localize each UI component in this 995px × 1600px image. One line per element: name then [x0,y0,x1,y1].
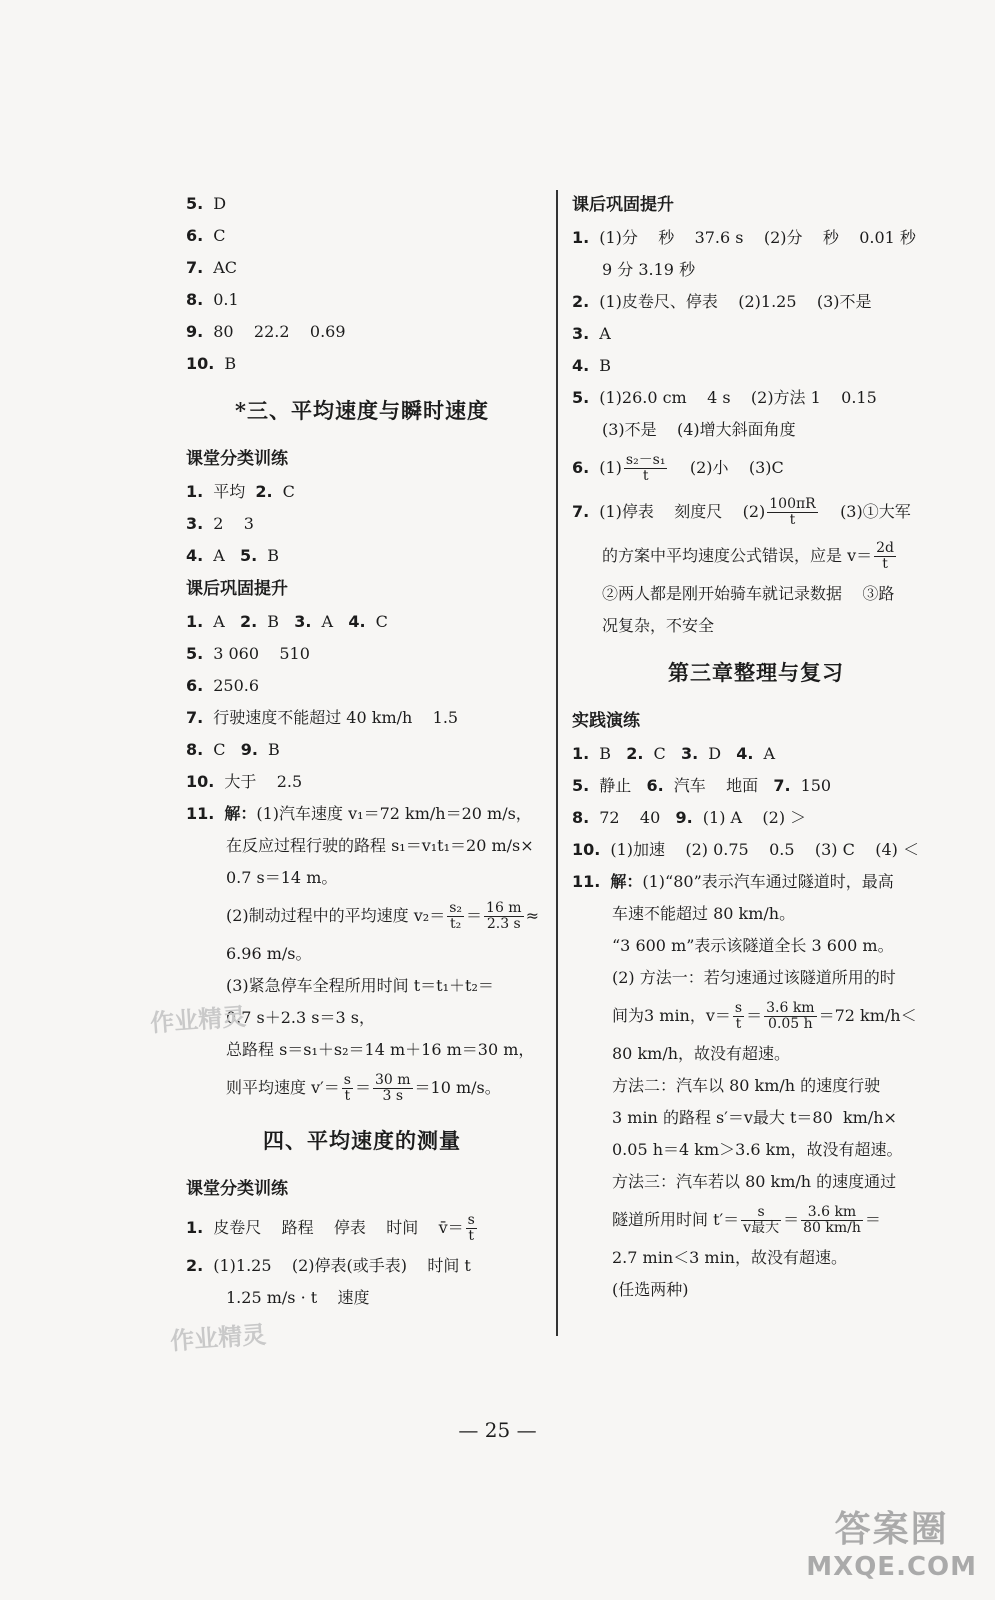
answer-line: (3)紧急停车全程所用时间 t＝t₁＋t₂＝ [226,976,494,995]
answer-line: 3 min 的路程 s′＝v最大 t＝80 km/h× [612,1108,897,1127]
answer-line: 1. A 2. B 3. A 4. C [186,612,388,631]
page-number: — 25 — [458,1418,537,1442]
answer-line: (3)不是 (4)增大斜面角度 [602,420,796,439]
answer-line: 80 km/h，故没有超速。 [612,1044,791,1063]
answer-line: 0.05 h＝4 km＞3.6 km，故没有超速。 [612,1140,903,1159]
answer-line: 8. 72 40 9. (1) A (2) ＞ [572,808,807,827]
fraction: $\frac{s}{t}$ [734,1000,743,1032]
answer-line: 4. B [572,356,611,375]
answer-line: (2) 方法一：若匀速通过该隧道所用的时 [612,968,896,987]
answer-line: 2. (1)皮卷尺、停表 (2)1.25 (3)不是 [572,292,872,311]
fraction: $\frac{2d}{t}$ [876,540,895,572]
watermark-faint: 作业精灵 [169,1320,268,1356]
answer-line: 6. C [186,226,226,245]
answer-line: 7. AC [186,258,238,277]
fraction: $\frac{3.6 km}{0.05 h}$ [766,1000,815,1032]
answer-line: 车速不能超过 80 km/h。 [612,904,796,923]
answer-line: 则平均速度 v′＝ $\frac{s}{t}$ ＝ $\frac{30 m}{3 s}$ ＝10 m/s。 [226,1072,501,1104]
answer-line: 3. A [572,324,611,343]
answer-line: “3 600 m”表示该隧道全长 3 600 m。 [612,936,894,955]
answer-line: 5. D [186,194,227,213]
section-heading: 第三章整理与复习 [668,660,844,685]
answer-line: 11. 解：(1)汽车速度 v₁＝72 km/h＝20 m/s， [186,804,532,823]
answer-line: 6. (1) $\frac{\text{s₂－s₁}}{t}$ (2)小 (3)C [572,452,784,484]
fraction: $\frac{s}{\text{v最大}}$ [743,1204,780,1236]
answer-line: 5. 静止 6. 汽车 地面 7. 150 [572,776,832,795]
answer-line: 2. (1)1.25 (2)停表(或手表) 时间 t [186,1256,471,1275]
answer-line: 8. 0.1 [186,290,239,309]
answer-line: ②两人都是刚开始骑车就记录数据 ③路 [602,584,895,603]
answer-line: 1. 皮卷尺 路程 停表 时间 v̄＝ $\frac{s}{t}$ [186,1212,475,1244]
subsection-title: 课后巩固提升 [186,579,288,599]
answer-line: 11. 解：(1)“80”表示汽车通过隧道时，最高 [572,872,894,891]
answer-line: (任选两种) [612,1280,689,1299]
left-column [186,188,538,1314]
subsection-title: 课堂分类训练 [186,1179,288,1199]
answer-line: 7. 行驶速度不能超过 40 km/h 1.5 [186,708,459,727]
answer-line: 1. B 2. C 3. D 4. A [572,744,776,763]
watermark-url: MXQE.COM [806,1552,977,1582]
subsection-title: 实践演练 [572,711,640,731]
answer-line: 总路程 s＝s₁＋s₂＝14 m＋16 m＝30 m， [226,1040,535,1059]
watermark-title: 答案圈 [834,1509,949,1550]
answer-line: 2.7 min＜3 min，故没有超速。 [612,1248,847,1267]
fraction: $\frac{s}{t}$ [343,1072,351,1104]
answer-line: 5. 3 060 510 [186,644,310,663]
answer-line: 间为3 min，v＝ $\frac{s}{t}$ ＝ $\frac{3.6 km}{0.05 h}$ ＝72 km/h＜ [612,1000,917,1032]
answer-line: 况复杂，不安全 [602,616,715,635]
column-divider [556,190,558,1336]
fraction: $\frac{\text{s₂－s₁}}{t}$ [625,452,666,484]
fraction: $\frac{16 m}{2.3 s}$ [486,900,522,932]
answer-line: 方法二：汽车以 80 km/h 的速度行驶 [612,1076,881,1095]
answer-line: 6. 250.6 [186,676,260,695]
answer-line: 10. B [186,354,237,373]
subsection-title: 课后巩固提升 [572,195,674,215]
fraction: $\frac{\text{s₂}}{\text{t₂}}$ [449,900,463,932]
fraction: $\frac{3.6 km}{80 km/h}$ [803,1204,861,1236]
answer-line: 8. C 9. B [186,740,280,759]
answer-line: (2)制动过程中的平均速度 v₂＝ $\frac{\text{s₂}}{\text{t₂}}$ ＝ $\frac{16 m}{2.3 s}$ ≈ [226,900,539,932]
fraction: $\frac{30 m}{3 s}$ [374,1072,411,1104]
answer-line: 方法三：汽车若以 80 km/h 的速度通过 [612,1172,897,1191]
answer-line: 10. 大于 2.5 [186,772,303,791]
answer-line: 的方案中平均速度公式错误，应是 v＝ $\frac{2d}{t}$ [602,540,895,572]
answer-line: 0.7 s＋2.3 s＝3 s， [226,1008,375,1027]
answer-line: 7. (1)停表 刻度尺 (2) $\frac{100\pi R}{t}$ (3)①大军 [572,496,911,528]
answer-line: 6.96 m/s。 [226,944,312,963]
answer-line: 9 分 3.19 秒 [602,260,696,279]
watermark-logo [806,1501,977,1582]
answer-line: 5. (1)26.0 cm 4 s (2)方法 1 0.15 [572,388,877,407]
answer-line: 9. 80 22.2 0.69 [186,322,346,341]
answer-line: 4. A 5. B [186,546,280,565]
answer-line: 在反应过程行驶的路程 s₁＝v₁t₁＝20 m/s× [226,836,534,855]
answer-line: 1. 平均 2. C [186,482,295,501]
answer-line: 0.7 s＝14 m。 [226,868,338,887]
answer-line: 10. (1)加速 (2) 0.75 0.5 (3) C (4) ＜ [572,840,919,859]
answer-line: 1. (1)分 秒 37.6 s (2)分 秒 0.01 秒 [572,228,916,247]
fraction: $\frac{100\pi R}{t}$ [769,496,816,528]
answer-line: 1.25 m/s · t 速度 [226,1288,370,1307]
watermark-faint: 作业精灵 [149,1002,248,1038]
subsection-title: 课堂分类训练 [186,449,288,469]
answer-line: 隧道所用时间 t′＝ $\frac{s}{\text{v最大}}$ ＝ $\frac{3.6 km}{80 km/h}$ ＝ [612,1204,881,1236]
answer-line: 3. 2 3 [186,514,254,533]
section-heading: 四、平均速度的测量 [263,1128,461,1153]
section-heading: *三、平均速度与瞬时速度 [235,398,489,423]
right-column [572,188,940,1306]
fraction: $\frac{s}{t}$ [467,1212,475,1244]
